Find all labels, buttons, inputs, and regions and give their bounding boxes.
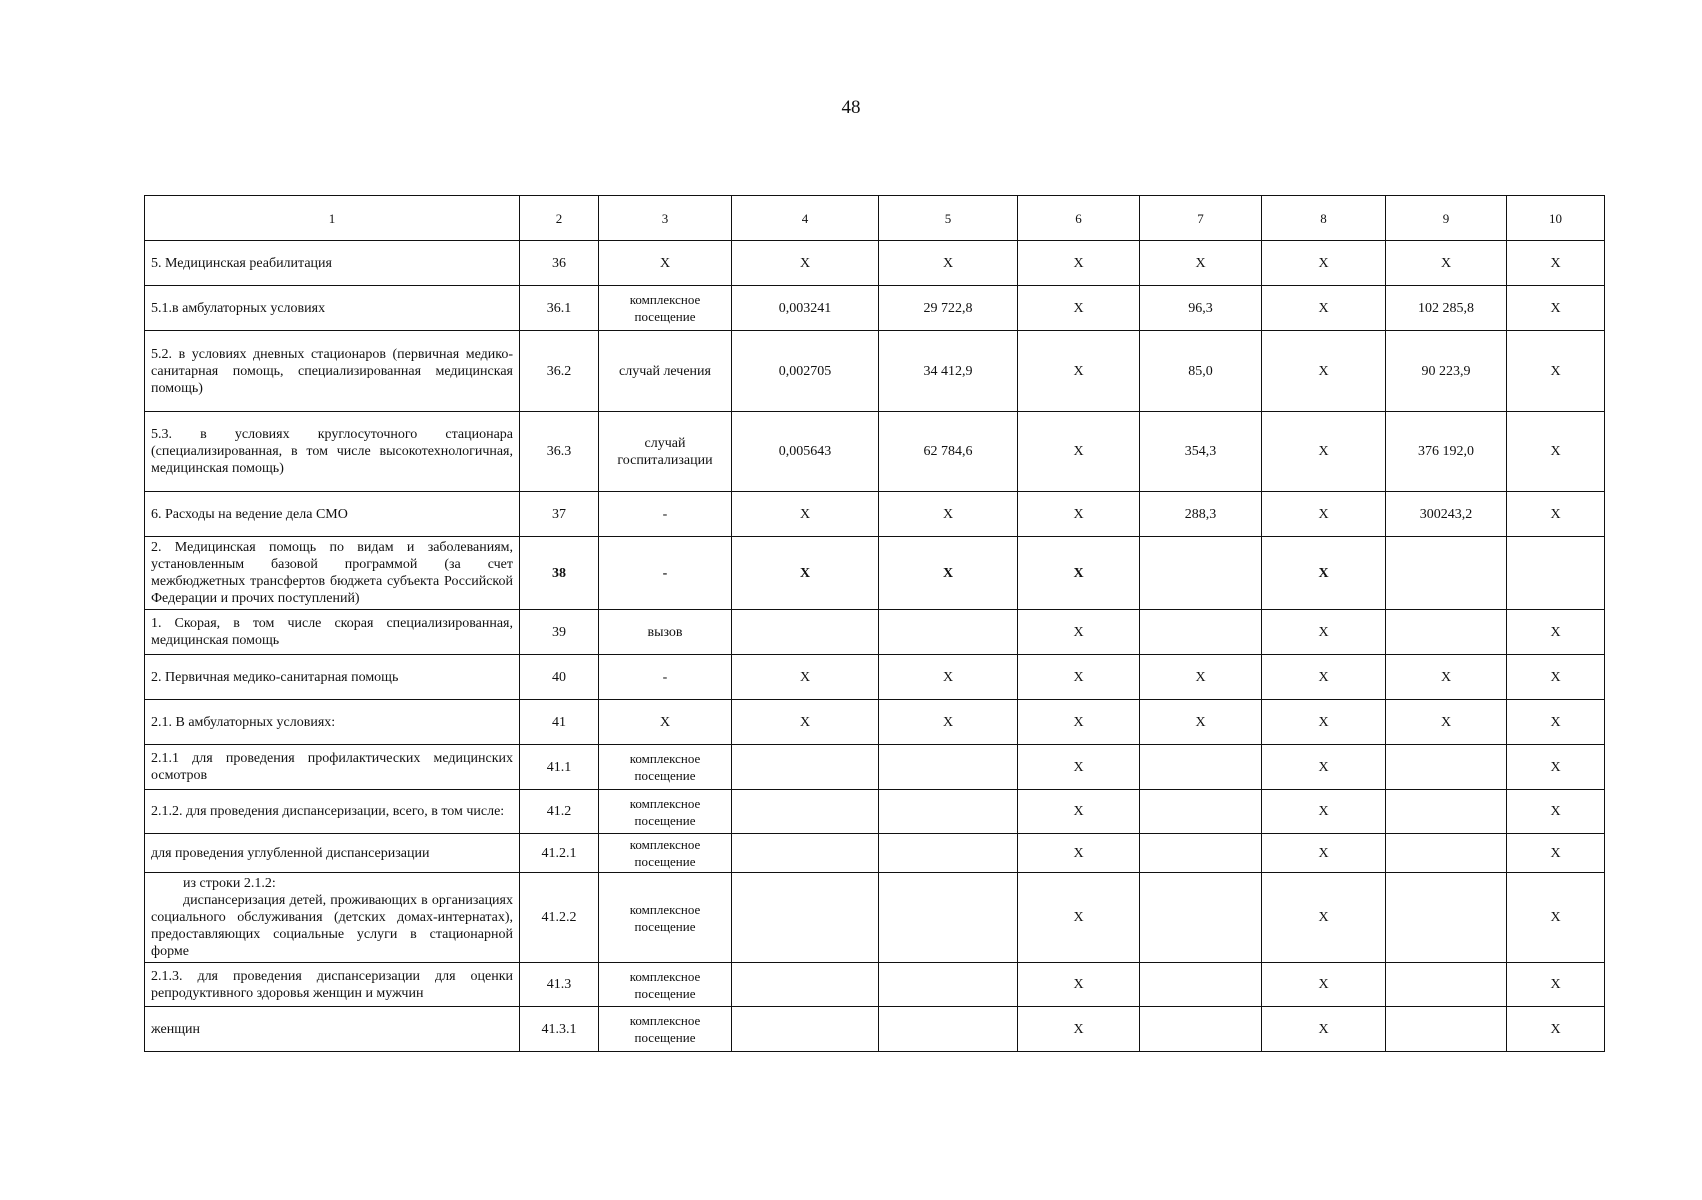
unit-cell: случай госпитализации [599,412,732,492]
table-row [145,412,1605,492]
value-cell: X [1262,963,1386,1007]
row-number: 36.2 [520,331,599,412]
value-cell: X [1262,790,1386,834]
value-cell: X [879,537,1018,610]
row-description: 2. Медицинская помощь по видам и заболеваниям, установленным базовой программой (за счет межбюджетных трансфертов бюджета субъекта Российской Федерации и прочих поступлений) [145,537,520,610]
value-cell: X [1507,873,1605,963]
unit-cell: комплексное посещение [599,834,732,873]
value-cell [1140,745,1262,790]
value-cell: X [1018,873,1140,963]
row-description: женщин [145,1007,520,1052]
value-cell [1140,963,1262,1007]
value-cell: X [1262,286,1386,331]
value-cell: 29 722,8 [879,286,1018,331]
value-cell: 354,3 [1140,412,1262,492]
value-cell: X [1140,241,1262,286]
row-description: для проведения углубленной диспансеризации [145,834,520,873]
value-cell [1386,745,1507,790]
unit-cell: - [599,537,732,610]
value-cell [879,790,1018,834]
value-cell: X [1262,492,1386,537]
value-cell [879,1007,1018,1052]
unit-cell: комплексное посещение [599,790,732,834]
value-cell: X [1018,700,1140,745]
column-header: 4 [732,196,879,241]
unit-cell: комплексное посещение [599,963,732,1007]
value-cell: X [1507,286,1605,331]
value-cell: X [1140,700,1262,745]
value-cell: 96,3 [1140,286,1262,331]
value-cell: X [1018,331,1140,412]
value-cell: X [1018,241,1140,286]
value-cell: X [1262,873,1386,963]
value-cell: X [879,492,1018,537]
value-cell: X [1262,331,1386,412]
row-description: 5.2. в условиях дневных стационаров (первичная медико-санитарная помощь, специализированная медицинская помощь) [145,331,520,412]
column-header: 9 [1386,196,1507,241]
unit-cell: комплексное посещение [599,745,732,790]
value-cell [732,790,879,834]
value-cell: X [1140,655,1262,700]
value-cell: X [1018,412,1140,492]
column-header: 5 [879,196,1018,241]
value-cell: 85,0 [1140,331,1262,412]
row-number: 41.1 [520,745,599,790]
row-number: 41 [520,700,599,745]
value-cell: X [879,241,1018,286]
value-cell: X [1262,1007,1386,1052]
value-cell [732,963,879,1007]
table-row [145,1007,1605,1052]
value-cell [732,1007,879,1052]
value-cell: X [1507,834,1605,873]
unit-cell: комплексное посещение [599,286,732,331]
table-row [145,873,1605,963]
value-cell: 90 223,9 [1386,331,1507,412]
header-row [145,196,1605,241]
table-row [145,331,1605,412]
value-cell: 0,003241 [732,286,879,331]
row-description: 6. Расходы на ведение дела СМО [145,492,520,537]
value-cell [879,834,1018,873]
table-row [145,745,1605,790]
row-number: 37 [520,492,599,537]
value-cell: X [732,537,879,610]
unit-cell: комплексное посещение [599,873,732,963]
value-cell: X [1262,745,1386,790]
column-header: 3 [599,196,732,241]
value-cell: X [1018,655,1140,700]
value-cell [1140,537,1262,610]
column-header: 7 [1140,196,1262,241]
row-number: 41.3 [520,963,599,1007]
value-cell: X [1262,412,1386,492]
row-number: 41.2 [520,790,599,834]
value-cell [879,745,1018,790]
value-cell: X [1262,241,1386,286]
value-cell [879,873,1018,963]
unit-cell: - [599,655,732,700]
value-cell [1507,537,1605,610]
table-row [145,286,1605,331]
value-cell: X [1018,1007,1140,1052]
row-description: 1. Скорая, в том числе скорая специализированная, медицинская помощь [145,610,520,655]
column-header: 2 [520,196,599,241]
value-cell [1386,873,1507,963]
value-cell: X [1018,963,1140,1007]
value-cell: X [1507,700,1605,745]
value-cell [879,610,1018,655]
value-cell: X [1507,745,1605,790]
value-cell: 34 412,9 [879,331,1018,412]
row-number: 40 [520,655,599,700]
value-cell [1140,834,1262,873]
value-cell: X [1262,700,1386,745]
row-number: 36 [520,241,599,286]
table-row [145,492,1605,537]
value-cell [732,745,879,790]
value-cell [1140,873,1262,963]
value-cell: 62 784,6 [879,412,1018,492]
value-cell: X [1018,537,1140,610]
value-cell: X [1262,610,1386,655]
value-cell [1386,790,1507,834]
value-cell [1140,790,1262,834]
row-description: 2.1.3. для проведения диспансеризации для оценки репродуктивного здоровья женщин и мужчин [145,963,520,1007]
column-header: 1 [145,196,520,241]
unit-cell: вызов [599,610,732,655]
value-cell: X [1507,1007,1605,1052]
value-cell: X [732,655,879,700]
value-cell: X [1507,412,1605,492]
row-description: 2.1.2. для проведения диспансеризации, всего, в том числе: [145,790,520,834]
value-cell [1386,537,1507,610]
value-cell [879,963,1018,1007]
value-cell: 376 192,0 [1386,412,1507,492]
unit-cell: - [599,492,732,537]
value-cell: 0,005643 [732,412,879,492]
value-cell: 300243,2 [1386,492,1507,537]
row-number: 41.2.1 [520,834,599,873]
unit-cell: случай лечения [599,331,732,412]
unit-cell: комплексное посещение [599,1007,732,1052]
value-cell [1386,610,1507,655]
value-cell: X [1507,331,1605,412]
value-cell: X [1018,286,1140,331]
value-cell: X [1507,241,1605,286]
value-cell [1140,610,1262,655]
table-row [145,963,1605,1007]
value-cell: X [1018,745,1140,790]
table-row [145,655,1605,700]
value-cell: X [1262,655,1386,700]
value-cell: X [1386,700,1507,745]
row-description [145,873,520,963]
value-cell: X [732,700,879,745]
value-cell: X [732,492,879,537]
table-row [145,537,1605,610]
value-cell: X [1507,963,1605,1007]
row-description-prefix: из строки 2.1.2: [183,876,276,891]
row-number: 36.1 [520,286,599,331]
value-cell [1386,834,1507,873]
value-cell: X [1386,241,1507,286]
row-number: 41.2.2 [520,873,599,963]
value-cell: X [1507,610,1605,655]
value-cell: 288,3 [1140,492,1262,537]
row-description: 5.3. в условиях круглосуточного стационара (специализированная, в том числе высокотехнологичная, медицинская помощь) [145,412,520,492]
value-cell: 0,002705 [732,331,879,412]
value-cell: X [1018,834,1140,873]
table-row [145,790,1605,834]
value-cell: X [732,241,879,286]
row-description-text: диспансеризация детей, проживающих в организациях социального обслуживания (детских домах-интернатах), предоставляющих социальные услуги в стационарной форме [151,893,513,959]
value-cell [1386,1007,1507,1052]
row-description: 2.1. В амбулаторных условиях: [145,700,520,745]
value-cell [732,873,879,963]
row-number: 38 [520,537,599,610]
value-cell: X [1262,834,1386,873]
value-cell: X [1018,790,1140,834]
value-cell: X [1018,610,1140,655]
row-description: 5.1.в амбулаторных условиях [145,286,520,331]
value-cell: X [1507,655,1605,700]
value-cell: X [1386,655,1507,700]
table-row [145,610,1605,655]
page-number: 48 [841,97,861,118]
unit-cell: X [599,700,732,745]
value-cell: X [1507,492,1605,537]
column-header: 10 [1507,196,1605,241]
value-cell [732,610,879,655]
row-number: 36.3 [520,412,599,492]
value-cell: X [1507,790,1605,834]
value-cell: X [879,655,1018,700]
value-cell: X [1262,537,1386,610]
row-description: 5. Медицинская реабилитация [145,241,520,286]
value-cell [732,834,879,873]
row-description: 2. Первичная медико-санитарная помощь [145,655,520,700]
table-row [145,700,1605,745]
unit-cell: X [599,241,732,286]
column-header: 6 [1018,196,1140,241]
table-row [145,241,1605,286]
value-cell [1140,1007,1262,1052]
value-cell: 102 285,8 [1386,286,1507,331]
value-cell: X [879,700,1018,745]
column-header: 8 [1262,196,1386,241]
row-description: 2.1.1 для проведения профилактических медицинских осмотров [145,745,520,790]
row-number: 41.3.1 [520,1007,599,1052]
data-table [144,195,1605,1052]
row-number: 39 [520,610,599,655]
table-row [145,834,1605,873]
value-cell [1386,963,1507,1007]
value-cell: X [1018,492,1140,537]
